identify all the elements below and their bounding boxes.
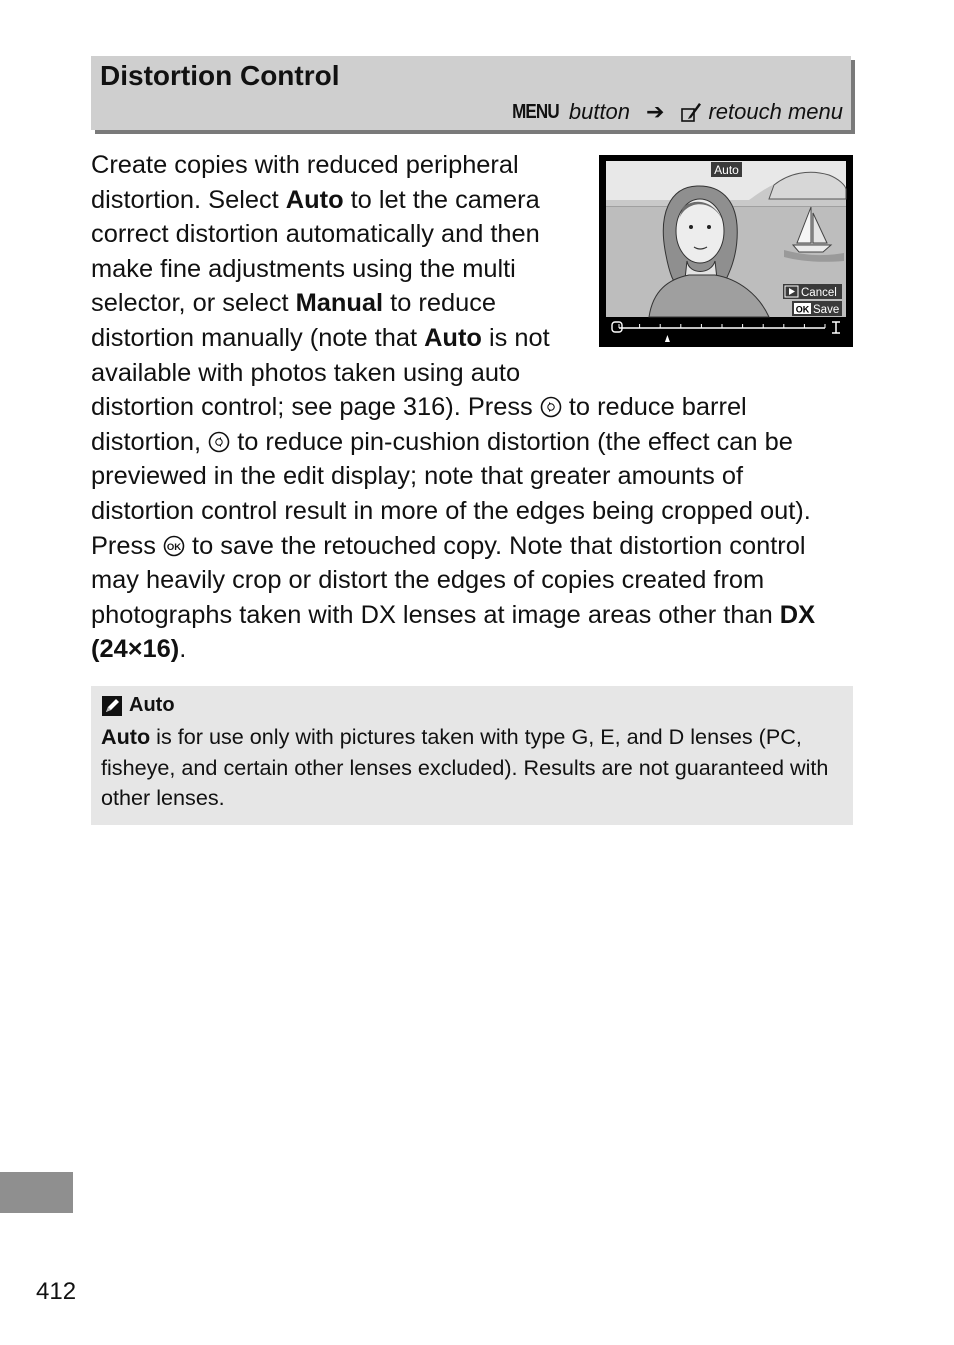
note-title	[101, 694, 175, 717]
save-label: Save	[813, 304, 840, 316]
body-text-4: is not available with photos taken using auto distortion control; see page 316). Press	[91, 323, 550, 422]
body-text-1: Create copies with reduced peripheral distortion. Select	[91, 151, 519, 214]
svg-text:OK: OK	[166, 541, 182, 553]
body-bold-manual: Manual	[295, 289, 384, 318]
body-text-5: to reduce barrel distortion,	[91, 393, 747, 456]
note-bold-auto: Auto	[101, 724, 151, 749]
note-text: is for use only with pictures taken with type G, E, and D lenses (PC, fisheye, and certain other lenses excluded). Results are not guaranteed with other lenses.	[101, 724, 829, 810]
body-text-6: to reduce pin-cushion distortion (the effect can be previewed in the edit display; note that greater amounts of distortion control result in more of the edges being cropped out). Press	[91, 427, 811, 560]
section-header	[91, 56, 851, 130]
arrow-icon: ➔	[646, 99, 665, 124]
chapter-tab	[0, 1172, 73, 1213]
pencil-note-icon	[101, 695, 123, 717]
body-text-2: to let the camera correct distortion automatically and then make fine adjustments using the multi selector, or select	[91, 185, 540, 318]
mode-badge: Auto	[714, 163, 739, 177]
multi-selector-right-icon	[540, 396, 562, 418]
body-bold-auto-2: Auto	[424, 323, 482, 352]
ok-glyph: OK	[795, 304, 810, 315]
body-text-3: to reduce distortion manually (note that	[91, 289, 497, 352]
page-number: 412	[36, 1278, 77, 1305]
body-bold-dx: DX (24×16)	[91, 600, 816, 664]
menu-button-label: MENU	[512, 100, 559, 123]
main-paragraph	[91, 148, 853, 667]
retouch-menu-icon	[680, 101, 702, 123]
note-body	[101, 722, 836, 814]
body-text-8: .	[179, 635, 187, 664]
note-heading: Auto	[129, 694, 175, 716]
menu-path	[508, 99, 843, 125]
page-title: Distortion Control	[100, 60, 340, 91]
body-bold-auto: Auto	[285, 185, 344, 214]
button-label: button	[568, 99, 631, 124]
note-box	[91, 686, 853, 825]
multi-selector-left-icon	[208, 431, 230, 453]
body-text-7: to save the retouched copy. Note that distortion control may heavily crop or distort the edges of copies created from photographs taken with DX lenses at image areas other than	[91, 531, 806, 629]
retouch-menu-label: retouch menu	[708, 99, 843, 124]
ok-button-icon	[163, 535, 185, 557]
cancel-label: Cancel	[801, 287, 837, 299]
image-spacer	[576, 148, 853, 376]
